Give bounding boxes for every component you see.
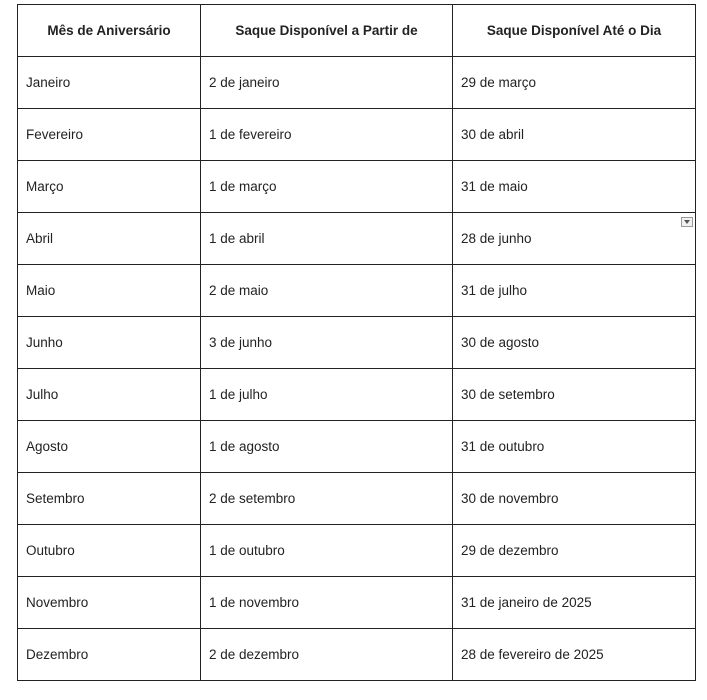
table-row <box>18 161 696 213</box>
header-available-until: Saque Disponível Até o Dia <box>453 5 696 57</box>
available-from-cell: 1 de abril <box>201 213 453 265</box>
birth-month-cell: Novembro <box>18 577 201 629</box>
birth-month-cell: Fevereiro <box>18 109 201 161</box>
birth-month-cell: Junho <box>18 317 201 369</box>
header-row <box>18 5 696 57</box>
available-from-cell: 2 de janeiro <box>201 57 453 109</box>
table-row <box>18 525 696 577</box>
table-row <box>18 317 696 369</box>
birth-month-cell: Abril <box>18 213 201 265</box>
birth-month-cell: Janeiro <box>18 57 201 109</box>
withdrawal-calendar <box>17 4 696 681</box>
birth-month-cell: Setembro <box>18 473 201 525</box>
available-until-cell: 29 de dezembro <box>453 525 696 577</box>
available-from-cell: 2 de setembro <box>201 473 453 525</box>
available-until-cell: 31 de julho <box>453 265 696 317</box>
available-from-cell: 2 de dezembro <box>201 629 453 681</box>
header-available-from: Saque Disponível a Partir de <box>201 5 453 57</box>
birth-month-cell: Outubro <box>18 525 201 577</box>
header-birth-month: Mês de Aniversário <box>18 5 201 57</box>
withdrawal-table <box>17 4 696 681</box>
available-from-cell: 1 de novembro <box>201 577 453 629</box>
table-row <box>18 369 696 421</box>
available-from-cell: 1 de julho <box>201 369 453 421</box>
available-until-cell: 31 de janeiro de 2025 <box>453 577 696 629</box>
available-until-cell[interactable] <box>453 213 696 265</box>
birth-month-cell: Dezembro <box>18 629 201 681</box>
birth-month-cell: Março <box>18 161 201 213</box>
birth-month-cell: Julho <box>18 369 201 421</box>
available-from-cell: 3 de junho <box>201 317 453 369</box>
chevron-down-icon[interactable] <box>681 217 693 227</box>
available-until-cell: 30 de abril <box>453 109 696 161</box>
table-row <box>18 109 696 161</box>
table-row <box>18 473 696 525</box>
available-from-cell: 2 de maio <box>201 265 453 317</box>
table-row <box>18 577 696 629</box>
birth-month-cell: Agosto <box>18 421 201 473</box>
available-until-cell: 30 de novembro <box>453 473 696 525</box>
table-row <box>18 265 696 317</box>
available-until-cell: 31 de outubro <box>453 421 696 473</box>
birth-month-cell: Maio <box>18 265 201 317</box>
table-row <box>18 57 696 109</box>
table-row <box>18 213 696 265</box>
available-until-cell: 28 de fevereiro de 2025 <box>453 629 696 681</box>
available-from-cell: 1 de agosto <box>201 421 453 473</box>
available-until-cell: 30 de agosto <box>453 317 696 369</box>
available-from-cell: 1 de fevereiro <box>201 109 453 161</box>
available-from-cell: 1 de março <box>201 161 453 213</box>
available-from-cell: 1 de outubro <box>201 525 453 577</box>
available-until-text: 28 de junho <box>461 230 532 246</box>
available-until-cell: 30 de setembro <box>453 369 696 421</box>
available-until-cell: 29 de março <box>453 57 696 109</box>
table-row <box>18 421 696 473</box>
available-until-cell: 31 de maio <box>453 161 696 213</box>
table-row <box>18 629 696 681</box>
